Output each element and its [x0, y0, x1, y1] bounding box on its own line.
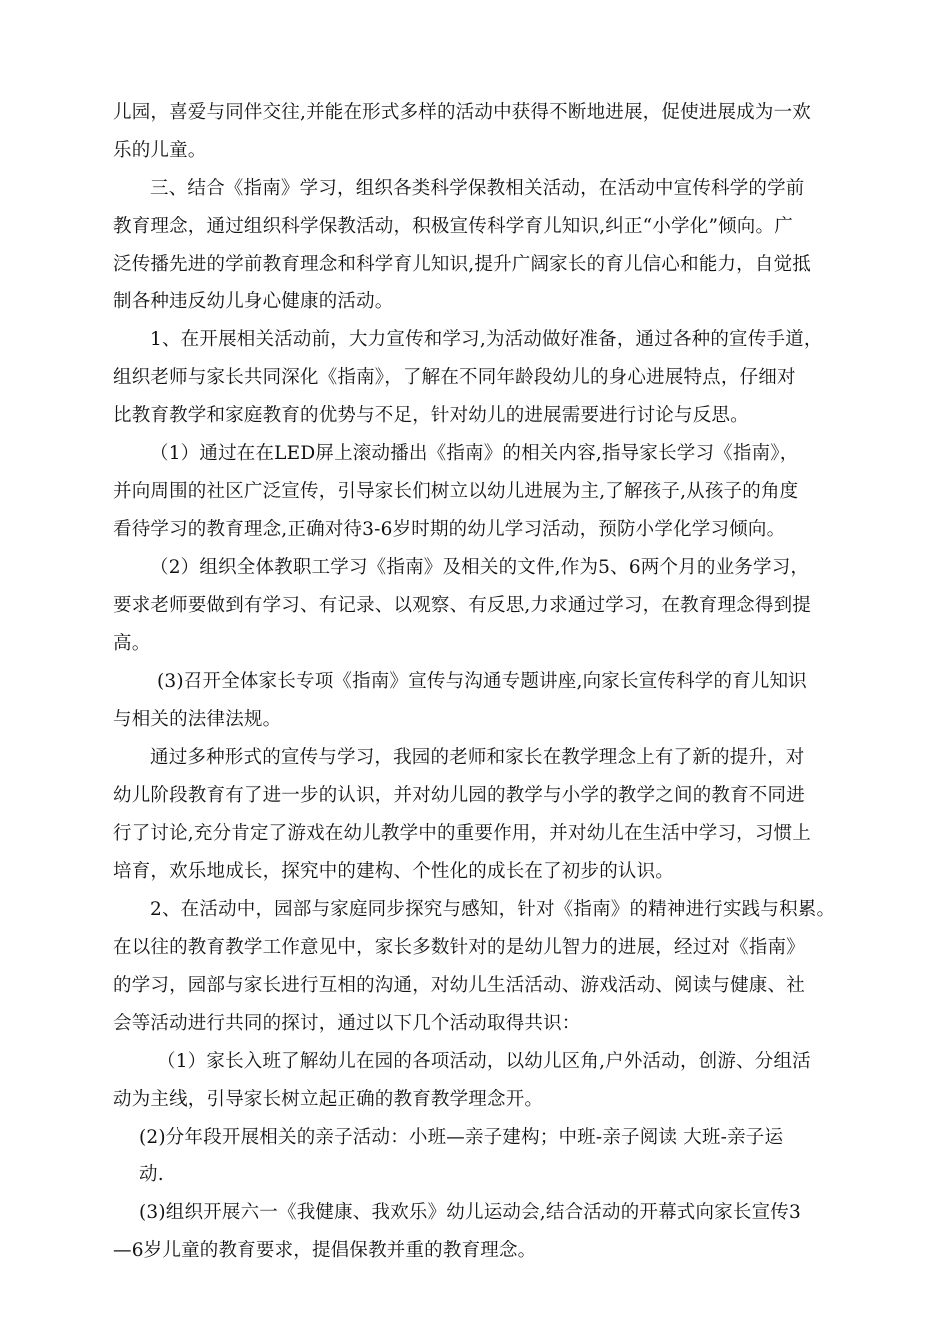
text-line: 看待学习的教育理念,正确对待3-6岁时期的幼儿学习活动，预防小学化学习倾向。 — [113, 519, 786, 540]
text-line: —6岁儿童的教育要求，提倡保教并重的教育理念。 — [113, 1240, 537, 1261]
text-line: 教育理念，通过组织科学保教活动，积极宣传科学育儿知识,纠正“小学化”倾向。广 — [113, 216, 793, 237]
text-line: 培育，欢乐地成长，探究中的建构、个性化的成长在了初步的认识。 — [113, 861, 675, 882]
sub-item: （2）组织全体教职工学习《指南》及相关的文件,作为5、6两个月的业务学习， — [150, 557, 810, 578]
sub-item: (2)分年段开展相关的亲子活动：小班—亲子建构；中班-亲子阅读 大班-亲子运 — [139, 1127, 784, 1148]
list-item-heading: 1、在开展相关活动前，大力宣传和学习,为活动做好准备，通过各种的宣传手道， — [150, 329, 823, 350]
text-line: 动. — [139, 1164, 164, 1185]
text-line: 比教育教学和家庭教育的优势与不足，针对幼儿的进展需要进行讨论与反思。 — [113, 405, 749, 426]
section-heading: 三、结合《指南》学习，组织各类科学保教相关活动，在活动中宣传科学的学前 — [150, 178, 805, 199]
text-line: 与相关的法律法规。 — [113, 709, 282, 730]
text-line: 高。 — [113, 633, 151, 654]
sub-item: （1）家长入班了解幼儿在园的各项活动，以幼儿区角,户外活动，创游、分组活 — [157, 1051, 811, 1072]
text-line: 动为主线，引导家长树立起正确的教育教学理念开。 — [113, 1089, 544, 1110]
text-line: 在以往的教育教学工作意见中，家长多数针对的是幼儿智力的进展，经过对《指南》 — [113, 937, 805, 958]
text-line: 行了讨论,充分肯定了游戏在幼儿教学中的重要作用，并对幼儿在生活中学习，习惯上 — [113, 823, 811, 844]
text-line: 要求老师要做到有学习、有记录、以观察、有反思,力求通过学习，在教育理念得到提 — [113, 595, 811, 616]
text-line: 组织老师与家长共同深化《指南》，了解在不同年龄段幼儿的身心进展特点，仔细对 — [113, 367, 796, 388]
text-line: 制各种违反幼儿身心健康的活动。 — [113, 291, 394, 312]
text-line: 儿园，喜爱与同伴交往,并能在形式多样的活动中获得不断地进展，促使进展成为一欢 — [113, 102, 811, 123]
paragraph-start: 通过多种形式的宣传与学习，我园的老师和家长在教学理念上有了新的提升，对 — [150, 747, 805, 768]
text-line: 的学习，园部与家长进行互相的沟通，对幼儿生活活动、游戏活动、阅读与健康、社 — [113, 975, 805, 996]
list-item-heading: 2、在活动中，园部与家庭同步探究与感知，针对《指南》的精神进行实践与积累。 — [150, 899, 836, 920]
sub-item: （1）通过在在LED屏上滚动播出《指南》的相关内容,指导家长学习《指南》， — [150, 443, 799, 464]
text-line: 幼儿阶段教育有了进一步的认识，并对幼儿园的教学与小学的教学之间的教育不同进 — [113, 785, 805, 806]
text-line: 会等活动进行共同的探讨，通过以下几个活动取得共识： — [113, 1013, 581, 1034]
text-line: 并向周围的社区广泛宣传，引导家长们树立以幼儿进展为主,了解孩子,从孩子的角度 — [113, 481, 799, 502]
sub-item: (3)召开全体家长专项《指南》宣传与沟通专题讲座,向家长宣传科学的育儿知识 — [157, 671, 807, 692]
text-line: 乐的儿童。 — [113, 140, 207, 161]
sub-item: (3)组织开展六一《我健康、我欢乐》幼儿运动会,结合活动的开幕式向家长宣传3 — [139, 1202, 801, 1223]
text-line: 泛传播先进的学前教育理念和科学育儿知识,提升广阔家长的育儿信心和能力，自觉抵 — [113, 254, 811, 275]
